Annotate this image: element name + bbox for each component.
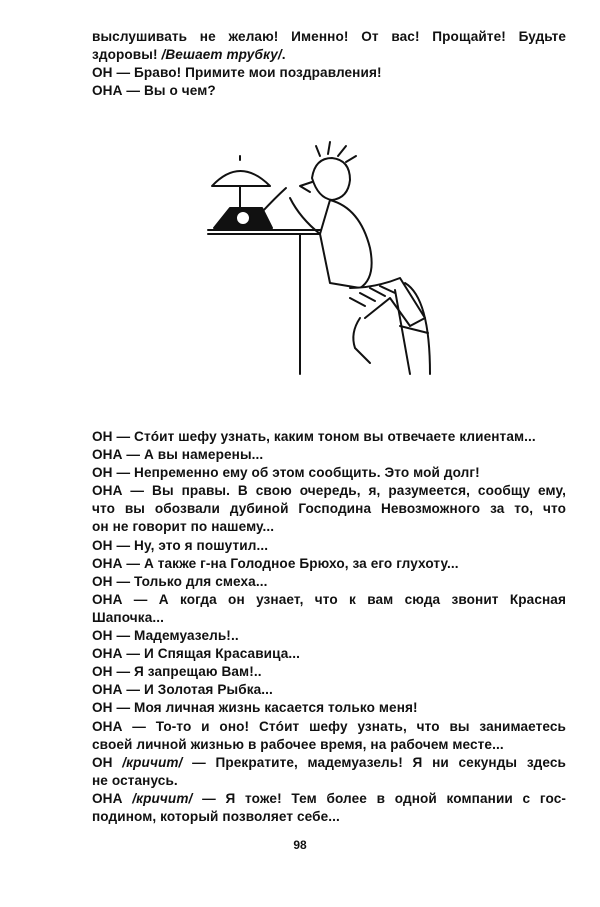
dialogue-line: ОН — Ну, это я пошутил... — [92, 537, 269, 553]
text-fragment: здоровы! — [92, 47, 162, 63]
dialogue-line: что вы обозвали дубиной Господина Невозможного за то, что — [92, 501, 566, 517]
text-fragment: ОНА — [92, 790, 133, 806]
top-text-block — [92, 28, 566, 100]
text-fragment: ОН — [92, 754, 123, 770]
dialogue-line: подином, который позволяет себе... — [92, 808, 340, 824]
telephone-icon — [214, 188, 286, 228]
dialogue-block — [92, 428, 566, 826]
dialogue-line: ОНА — И Спящая Красавица... — [92, 646, 301, 662]
stage-direction: /кричит/ — [122, 754, 183, 770]
dialogue-line: ОН — Мадемуазель!.. — [92, 628, 239, 644]
text-line: ОНА — Вы о чем? — [92, 83, 216, 99]
lamp-icon — [212, 156, 270, 212]
dialogue-line: ОН — Непременно ему об этом сообщить. Это мой долг! — [92, 465, 480, 481]
dialogue-line: ОНА — А также г-на Голодное Брюхо, за его глухоту... — [92, 555, 459, 571]
text-line — [92, 46, 566, 64]
dialogue-line — [92, 754, 566, 772]
dialogue-line: ОНА — Вы правы. В свою очередь, я, разумеется, сообщу ему, — [92, 483, 566, 499]
dialogue-line — [92, 790, 566, 808]
man-figure-icon — [290, 142, 430, 374]
page-number: 98 — [293, 838, 307, 852]
stage-direction: /кричит/ — [132, 790, 193, 806]
dialogue-line: ОНА — А вы намерены... — [92, 447, 264, 463]
dialogue-line: ОНА — И Золотая Рыбка... — [92, 682, 273, 698]
text-fragment: — Я тоже! Тем более в одной компании с гос- — [192, 790, 567, 806]
stage-direction: /Вешает трубку/ — [161, 47, 282, 63]
dialogue-line: своей личной жизнью в рабочее время, на рабочем месте... — [92, 736, 504, 752]
dialogue-line: ОН — Я запрещаю Вам!.. — [92, 664, 262, 680]
table-icon — [208, 230, 335, 374]
dialogue-line: Шапочка... — [92, 609, 164, 625]
dialogue-line: ОН — Только для смеха... — [92, 573, 268, 589]
text-fragment: — Прекратите, мадемуазель! Я ни секунды здесь — [182, 754, 566, 770]
dialogue-line: ОН — Моя личная жизнь касается только меня! — [92, 700, 418, 716]
text-line: выслушивать не желаю! Именно! От вас! Прощайте! Будьте — [92, 29, 566, 44]
text-line: ОН — Браво! Примите мои поздравления! — [92, 65, 382, 81]
text-fragment: . — [281, 47, 286, 63]
dialogue-line: ОНА — То-то и оно! Стóит шефу узнать, что вы занимаетесь — [92, 718, 566, 734]
man-on-phone-illustration — [200, 138, 450, 408]
dialogue-line: ОН — Стóит шефу узнать, каким тоном вы отвечаете клиентам... — [92, 429, 536, 444]
dialogue-line: не останусь. — [92, 772, 178, 788]
dialogue-line: он не говорит по нашему... — [92, 519, 275, 535]
dialogue-line: ОНА — А когда он узнает, что к вам сюда звонит Красная — [92, 591, 566, 607]
